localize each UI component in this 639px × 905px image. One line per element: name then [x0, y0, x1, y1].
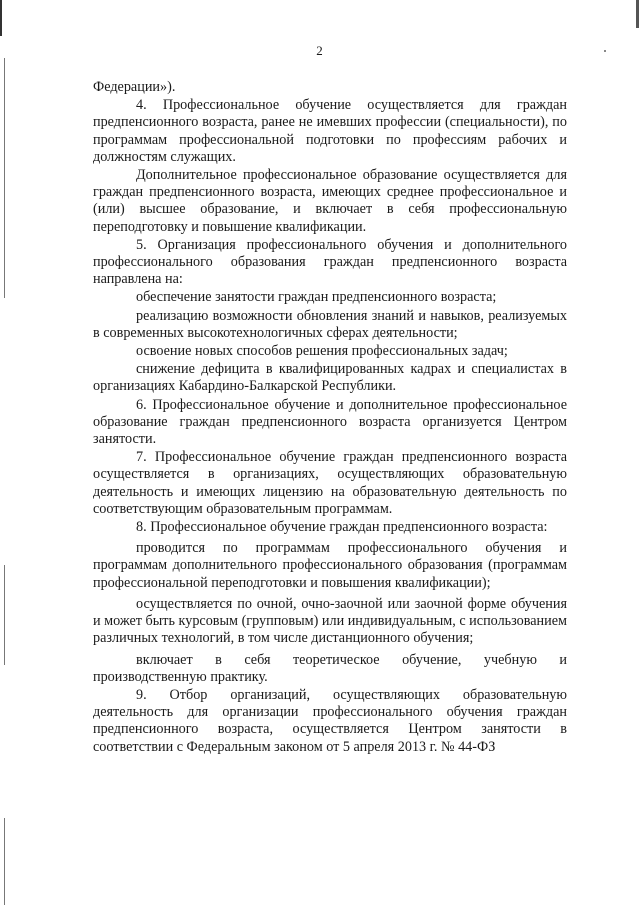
paragraph: 4. Профессиональное обучение осуществляется для граждан предпенсионного возраста, ранее не имевших профессии (специальности), по программам профессиональной подготовки по профессиям рабочих и должностям служащих.	[93, 97, 567, 165]
paragraph: 9. Отбор организаций, осуществляющих образовательную деятельность для организации профессионального обучения граждан предпенсионного возраста, осуществляется Центром занятости в соответствии с Федеральным законом от 5 апреля 2013 г. № 44-ФЗ	[93, 686, 567, 755]
paragraph: осуществляется по очной, очно-заочной или заочной форме обучения и может быть курсовым (групповым) или индивидуальным, с использованием различных технологий, в том числе дистанционного обучения;	[93, 595, 567, 647]
paragraph: Федерации»).	[93, 79, 176, 95]
paragraph: обеспечение занятости граждан предпенсионного возраста;	[136, 289, 497, 306]
paragraph: Дополнительное профессиональное образование осуществляется для граждан предпенсионного возраста, имеющих среднее профессиональное и (или) высшее образование, и включает в себя профессиональную переподготовку и повышение квалификации.	[93, 167, 567, 235]
paragraph: освоение новых способов решения профессиональных задач;	[136, 343, 508, 360]
scan-edge-mark	[4, 58, 5, 298]
paragraph: включает в себя теоретическое обучение, учебную и производственную практику.	[93, 651, 567, 685]
paragraph: снижение дефицита в квалифицированных кадрах и специалистах в организациях Кабардино-Балкарской Республики.	[93, 361, 567, 395]
document-body	[93, 79, 567, 757]
paragraph: проводится по программам профессионального обучения и программам дополнительного профессионального образования (программам профессиональной переподготовки и повышения квалификации);	[93, 540, 567, 591]
paragraph: 6. Профессиональное обучение и дополнительное профессиональное образование граждан предпенсионного возраста организуется Центром занятости.	[93, 396, 567, 448]
scan-edge-mark	[0, 0, 2, 36]
paragraph: реализацию возможности обновления знаний и навыков, реализуемых в современных высокотехнологичных сферах деятельности;	[93, 307, 567, 341]
scan-edge-mark	[4, 818, 5, 905]
paragraph: 5. Организация профессионального обучения и дополнительного профессионального образования граждан предпенсионного возраста направлена на:	[93, 236, 567, 288]
paragraph: 7. Профессиональное обучение граждан предпенсионного возраста осуществляется в организациях, осуществляющих образовательную деятельность и имеющих лицензию на образовательную деятельность по соответствующим образовательным программам.	[93, 449, 567, 517]
page-number: 2	[316, 43, 323, 58]
paragraph: 8. Профессиональное обучение граждан предпенсионного возраста:	[136, 519, 548, 536]
scan-edge-mark	[4, 565, 5, 665]
